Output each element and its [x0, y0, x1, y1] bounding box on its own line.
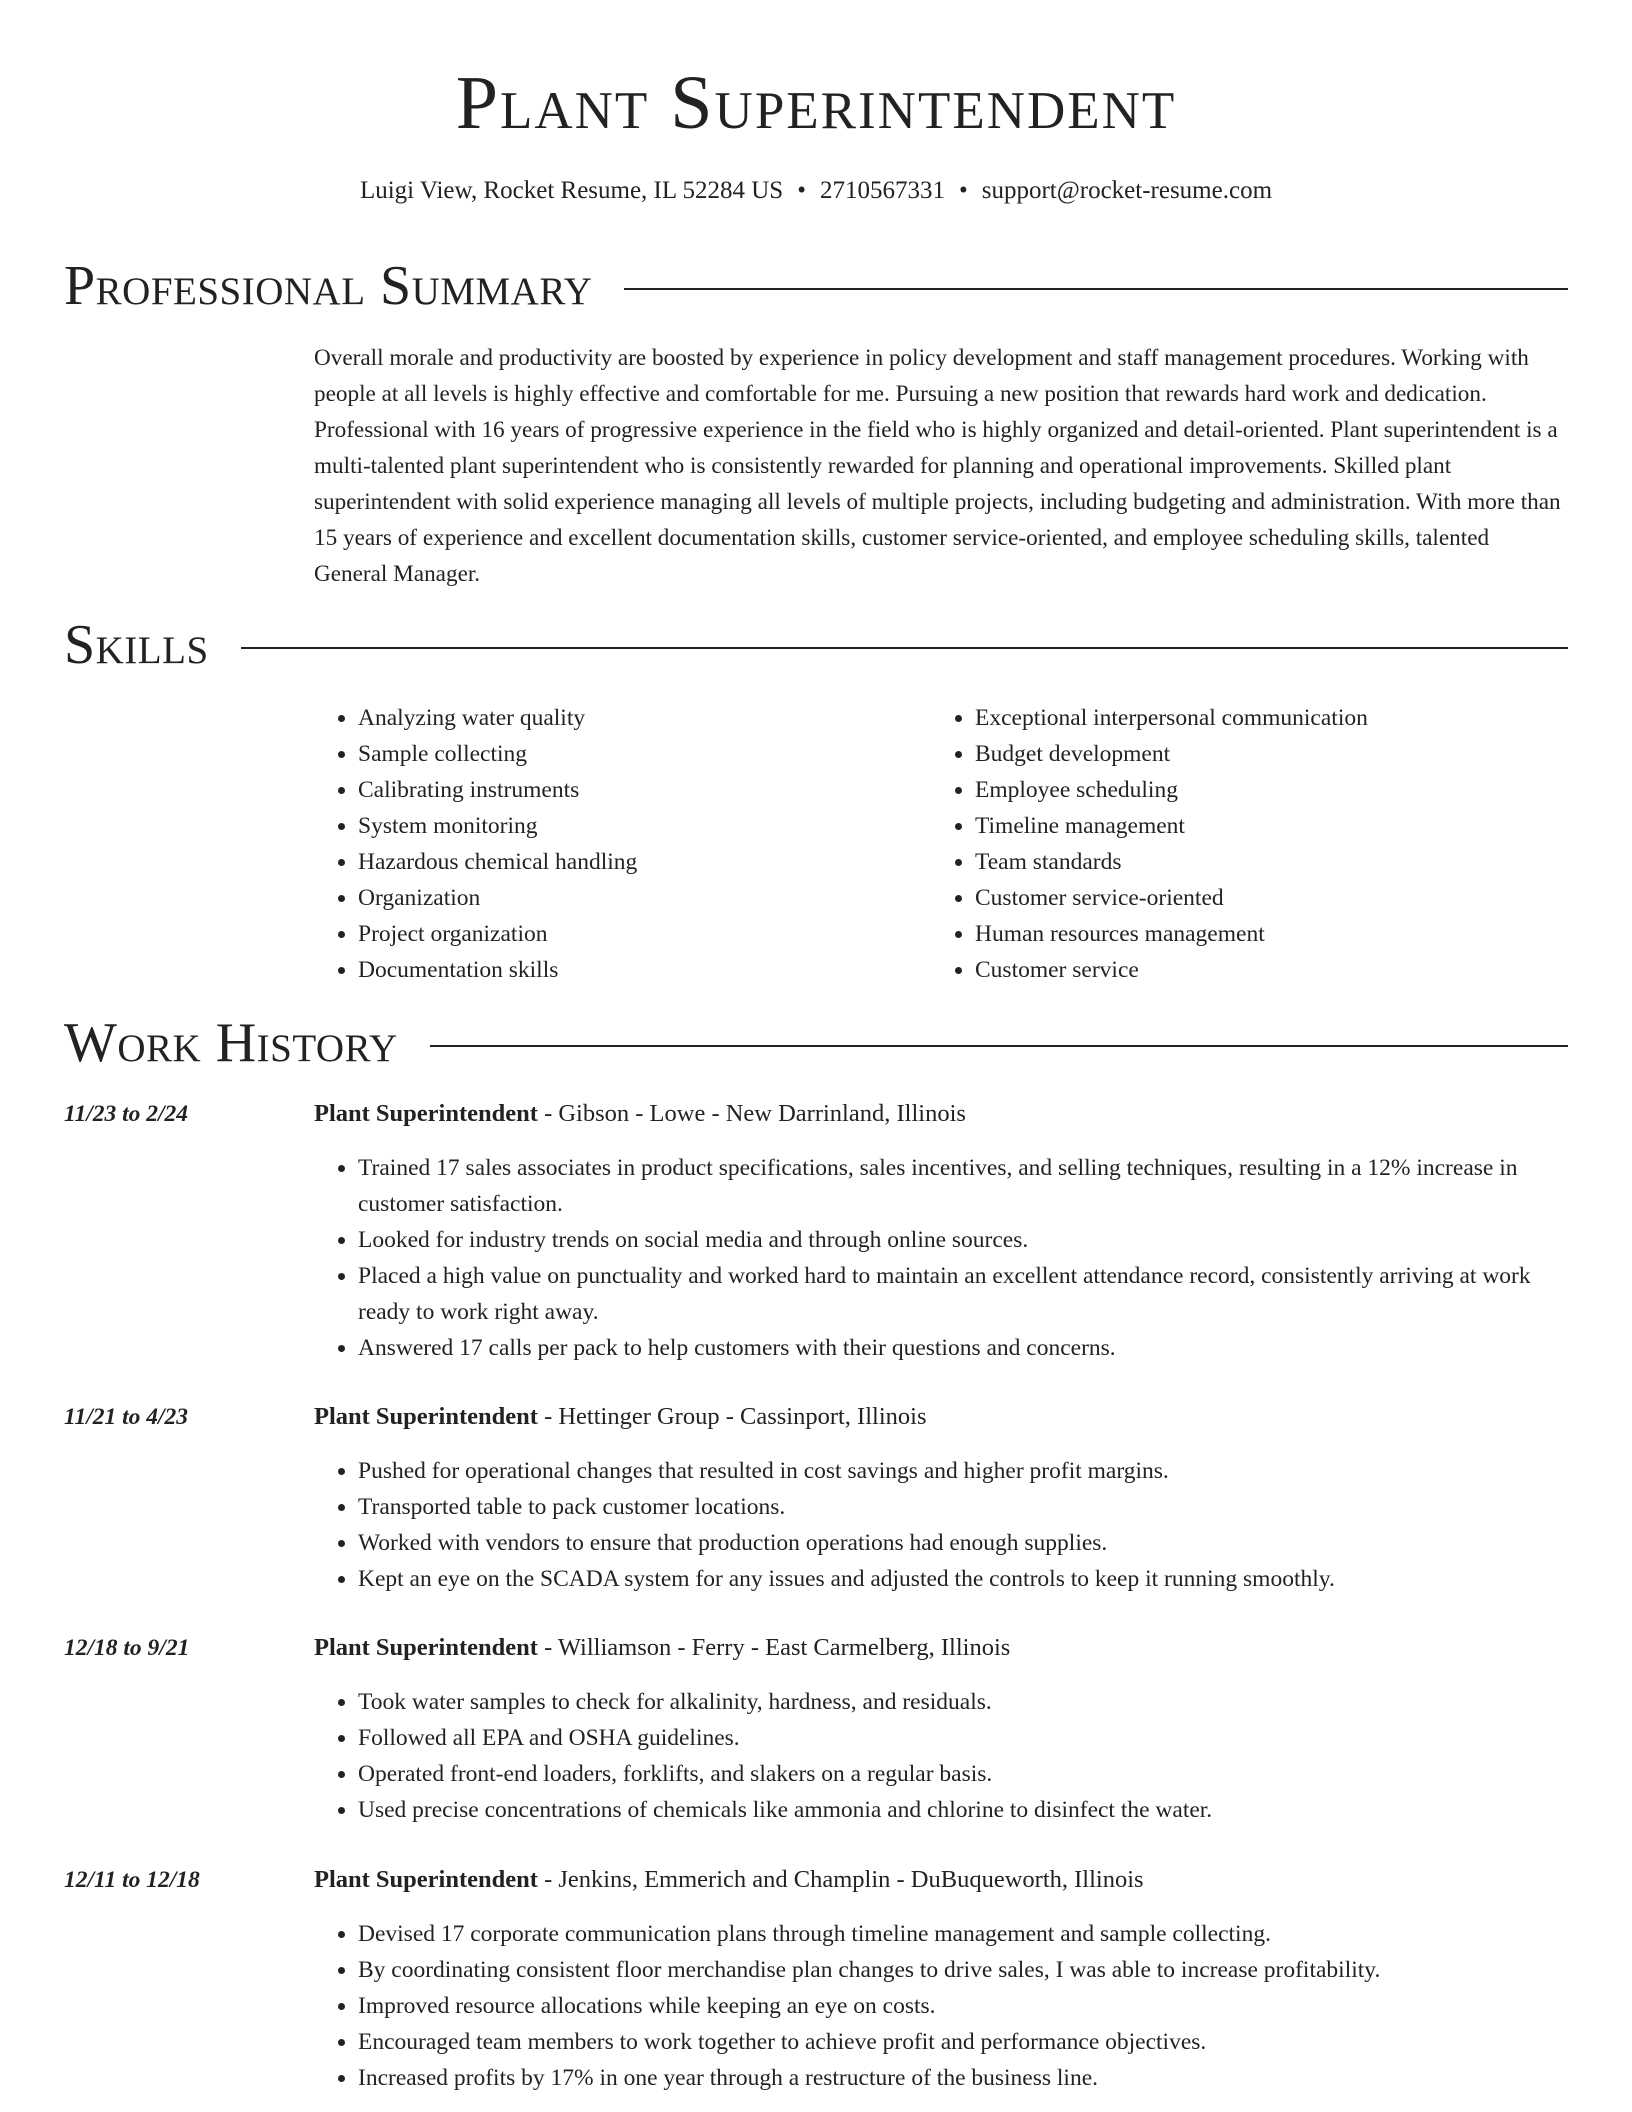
skill-item: • Customer service-oriented [975, 880, 1548, 916]
job-dates: 12/11 to 12/18 [64, 1867, 200, 1893]
job-heading [314, 1862, 1144, 1898]
skills-section-title: Skills [64, 614, 209, 676]
job-bullet: • Kept an eye on the SCADA system for any issues and adjusted the controls to keep it running smoothly. [358, 1561, 1568, 1597]
skill-item: • Sample collecting [358, 736, 931, 772]
contact-address: Luigi View, Rocket Resume, IL 52284 US [359, 177, 784, 204]
candidate-name: Plant Superintendent [455, 61, 1177, 145]
job-bullet: • Improved resource allocations while keeping an eye on costs. [358, 1988, 1568, 2024]
skill-item: • Employee scheduling [975, 772, 1548, 808]
section-divider [430, 1045, 1568, 1047]
contact-separator: • [958, 177, 968, 204]
job-entry [64, 1630, 1568, 1828]
job-bullet: • Looked for industry trends on social media and through online sources. [358, 1222, 1568, 1258]
skill-item: • Project organization [358, 916, 931, 952]
job-bullet: • By coordinating consistent floor merchandise plan changes to drive sales, I was able to increase profitability. [358, 1952, 1568, 1988]
job-entry [64, 1862, 1568, 2096]
contact-email: support@rocket-resume.com [981, 177, 1273, 204]
contact-separator: • [797, 177, 806, 204]
job-title: Plant Superintendent [314, 1100, 538, 1127]
skill-item: • Analyzing water quality [358, 700, 931, 736]
skill-item: • Hazardous chemical handling [358, 844, 931, 880]
skill-item: • Team standards [975, 844, 1548, 880]
skills-column-right [931, 700, 1548, 988]
job-title: Plant Superintendent [314, 1866, 538, 1893]
job-bullets [314, 1150, 1568, 1366]
job-bullet: • Answered 17 calls per pack to help customers with their questions and concerns. [358, 1330, 1568, 1366]
job-bullet: • Devised 17 corporate communication plans through timeline management and sample collecting. [358, 1916, 1568, 1952]
job-bullet: • Trained 17 sales associates in product specifications, sales incentives, and selling techniques, resulting in a 12% increase in customer satisfaction. [358, 1150, 1568, 1222]
job-bullet: • Worked with vendors to ensure that production operations had enough supplies. [358, 1525, 1568, 1561]
job-title: Plant Superintendent [314, 1634, 538, 1661]
summary-section-header [64, 256, 1568, 316]
skills-list [314, 700, 1568, 988]
skill-item: • Customer service [975, 952, 1548, 988]
job-dates: 12/18 to 9/21 [64, 1635, 190, 1661]
skill-item: • Timeline management [975, 808, 1548, 844]
skills-column-left [314, 700, 931, 988]
skill-item: • Exceptional interpersonal communication [975, 700, 1548, 736]
job-bullet: • Increased profits by 17% in one year through a restructure of the business line. [358, 2060, 1568, 2096]
work-section-header [64, 1013, 1568, 1073]
job-bullet: • Encouraged team members to work together to achieve profit and performance objectives. [358, 2024, 1568, 2060]
skill-item: • Human resources management [975, 916, 1548, 952]
job-heading [314, 1399, 926, 1435]
work-section-title: Work History [64, 1012, 398, 1074]
section-divider [624, 288, 1568, 290]
job-bullets [314, 1453, 1568, 1597]
job-bullet: • Pushed for operational changes that resulted in cost savings and higher profit margins. [358, 1453, 1568, 1489]
job-dates: 11/21 to 4/23 [64, 1404, 189, 1430]
job-bullet: • Followed all EPA and OSHA guidelines. [358, 1720, 1568, 1756]
job-bullet: • Operated front-end loaders, forklifts, and slakers on a regular basis. [358, 1756, 1568, 1792]
job-dates: 11/23 to 2/24 [64, 1101, 189, 1127]
job-entry [64, 1096, 1568, 1366]
skills-section-header [64, 615, 1568, 675]
job-employer: - Williamson - Ferry - East Carmelberg, Illinois [537, 1634, 1011, 1661]
contact-line [0, 174, 1632, 208]
job-title: Plant Superintendent [314, 1403, 538, 1430]
section-divider [241, 647, 1568, 649]
job-bullet: • Placed a high value on punctuality and worked hard to maintain an excellent attendance record, consistently arriving at work ready to work right away. [358, 1258, 1568, 1330]
contact-phone: 2710567331 [819, 177, 945, 204]
summary-paragraph: Overall morale and productivity are boosted by experience in policy development and staff management procedures. Working with people at all levels is highly effective and comfortable for me. Pursuing a new position that rewards hard work and dedication. Professional with 16 years of progressive experience in the field who is highly organized and detail-oriented. Plant superintendent is a multi-talented plant superintendent who is consistently rewarded for planning and operational improvements. Skilled plant superintendent with solid experience managing all levels of multiple projects, including budgeting and administration. With more than 15 years of experience and excellent documentation skills, customer service-oriented, and employee scheduling skills, talented General Manager. [314, 345, 1561, 587]
job-entry [64, 1399, 1568, 1597]
job-employer: - Jenkins, Emmerich and Champlin - DuBuqueworth, Illinois [537, 1866, 1144, 1893]
job-employer: - Hettinger Group - Cassinport, Illinois [537, 1403, 927, 1430]
job-employer: - Gibson - Lowe - New Darrinland, Illinois [537, 1100, 966, 1127]
job-bullet: • Transported table to pack customer locations. [358, 1489, 1568, 1525]
skill-item: • System monitoring [358, 808, 931, 844]
skill-item: • Budget development [975, 736, 1548, 772]
job-bullet: • Used precise concentrations of chemicals like ammonia and chlorine to disinfect the water. [358, 1792, 1568, 1828]
job-heading [314, 1630, 1010, 1666]
job-bullet: • Took water samples to check for alkalinity, hardness, and residuals. [358, 1684, 1568, 1720]
job-bullets [314, 1916, 1568, 2096]
skill-item: • Organization [358, 880, 931, 916]
job-bullets [314, 1684, 1568, 1828]
skill-item: • Calibrating instruments [358, 772, 931, 808]
summary-section-title: Professional Summary [64, 255, 593, 317]
job-heading [314, 1096, 966, 1132]
skill-item: • Documentation skills [358, 952, 931, 988]
